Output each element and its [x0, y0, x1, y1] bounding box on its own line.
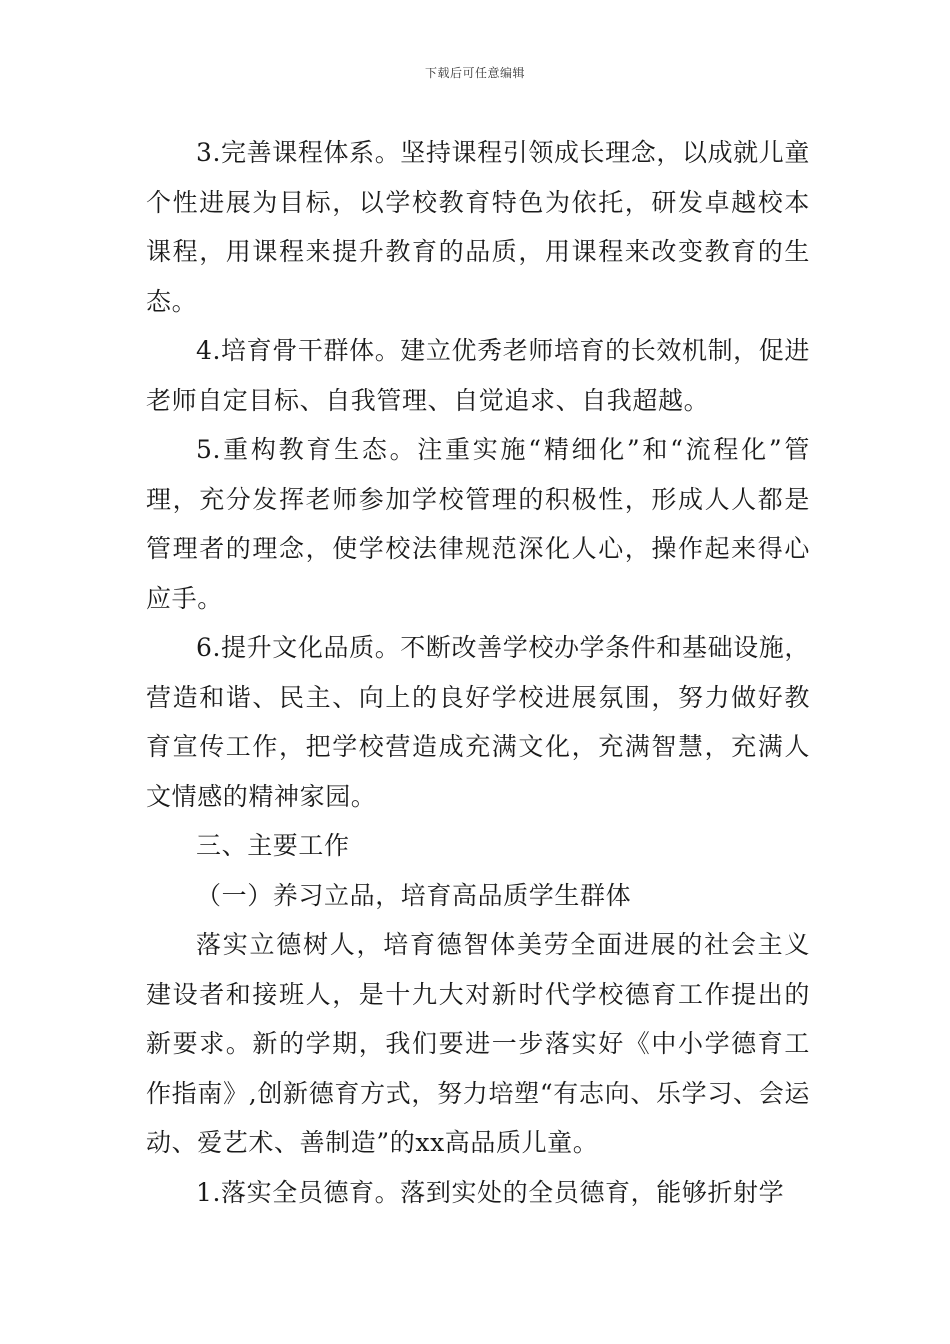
subsection-heading-student-group: （一）养习立品，培育高品质学生群体 — [196, 880, 632, 910]
paragraph-moral-education: 落实立德树人，培育德智体美劳全面进展的社会主义建设者和接班人，是十九大对新时代学校德育工作提出的新要求。新的学期，我们要进一步落实好《中小学德育工作指南》,创新德育方式，努力培塑“有志向、乐学习、会运动、爱艺术、善制造”的xx高品质儿童。 — [146, 930, 810, 1157]
section-heading-main-work: 三、主要工作 — [196, 831, 350, 860]
paragraph-full-staff-education: 1.落实全员德育。落到实处的全员德育，能够折射学 — [196, 1177, 785, 1207]
paragraph-culture-quality: 6.提升文化品质。不断改善学校办学条件和基础设施，营造和谐、民主、向上的良好学校进展氛围，努力做好教育宣传工作，把学校营造成充满文化，充满智慧，充满人文情感的精神家园。 — [146, 633, 810, 811]
paragraph-teacher-training: 4.培育骨干群体。建立优秀老师培育的长效机制，促进老师自定目标、自我管理、自觉追求、自我超越。 — [146, 336, 810, 415]
page-header-note: 下载后可任意编辑 — [424, 66, 525, 80]
paragraph-curriculum-system: 3.完善课程体系。坚持课程引领成长理念，以成就儿童个性进展为目标，以学校教育特色为依托，研发卓越校本课程，用课程来提升教育的品质，用课程来改变教育的生态。 — [146, 138, 810, 316]
paragraph-education-ecology: 5.重构教育生态。注重实施“精细化”和“流程化”管理，充分发挥老师参加学校管理的积极性，形成人人都是管理者的理念，使学校法律规范深化人心，操作起来得心应手。 — [146, 435, 810, 613]
document-body — [146, 128, 810, 1217]
